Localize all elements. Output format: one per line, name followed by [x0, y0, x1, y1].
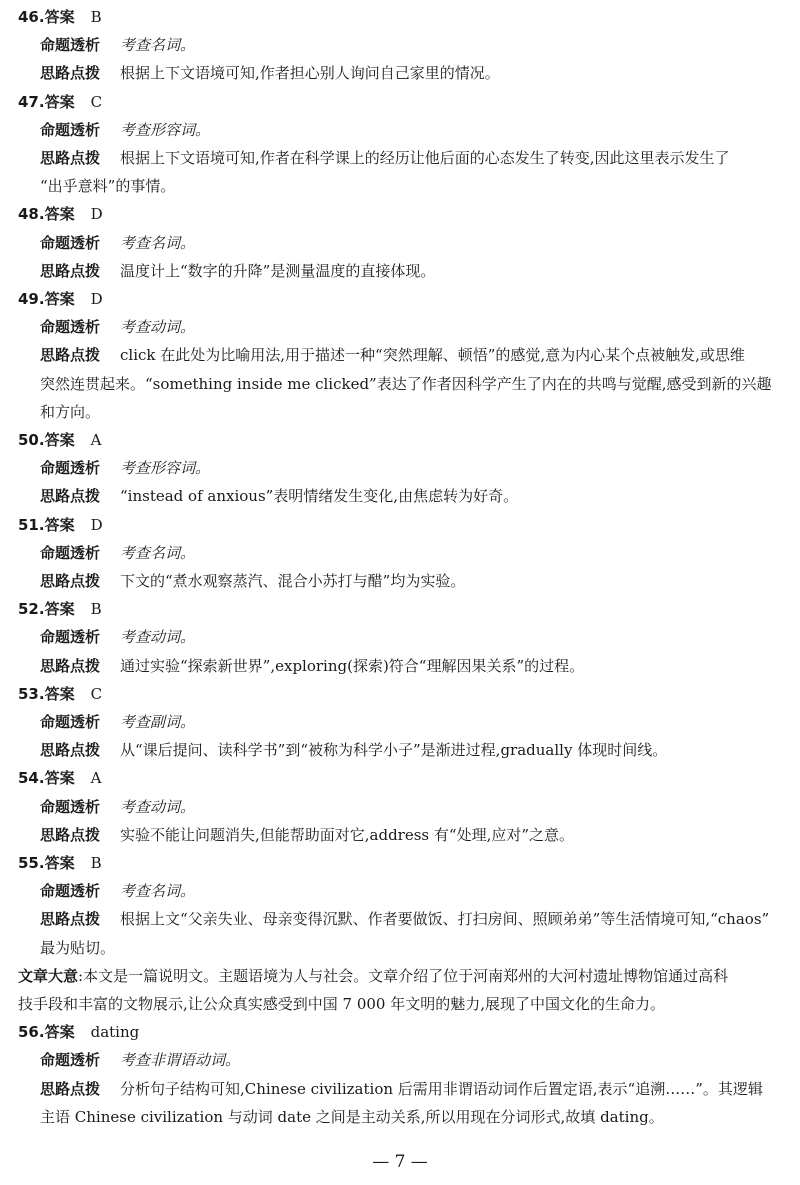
question-header	[18, 91, 102, 113]
answer-label: 答案	[44, 854, 75, 872]
question-number: 51.	[18, 515, 45, 534]
hint-line	[40, 344, 782, 366]
hint-line	[40, 824, 782, 846]
question-header	[18, 767, 101, 789]
analysis-text: 考查动词。	[120, 628, 196, 647]
hint-continuation: 主语 Chinese civilization 与动词 date 之间是主动关系,所以用现在分词形式,故填 dating。	[40, 1107, 664, 1126]
analysis-line	[40, 119, 782, 141]
answer-value: C	[90, 684, 103, 703]
analysis-label: 命题透析	[40, 120, 101, 139]
hint-label: 思路点拨	[40, 910, 101, 929]
answer-value: D	[90, 515, 103, 534]
hint-text: 实验不能让问题消失,但能帮助面对它,address 有“处理,应对”之意。	[120, 825, 575, 844]
hint-line	[40, 260, 782, 282]
hint-text: 下文的“煮水观察蒸汽、混合小苏打与醋”均为实验。	[120, 572, 466, 590]
page-number: — 7 —	[372, 1152, 428, 1172]
question-number: 50.	[18, 431, 45, 449]
analysis-label: 命题透析	[40, 36, 101, 55]
answer-label: 答案	[44, 431, 75, 449]
hint-text: 根据上文“父亲失业、母亲变得沉默、作者要做饭、打扫房间、照顾弟弟”等生活情境可知,“chaos”	[120, 910, 770, 929]
hint-line	[40, 655, 782, 677]
analysis-text: 考查名词。	[120, 543, 196, 562]
hint-label: 思路点拨	[40, 149, 101, 167]
analysis-text: 考查动词。	[120, 797, 196, 816]
analysis-label: 命题透析	[40, 318, 101, 337]
question-header	[18, 6, 102, 28]
answer-value: D	[90, 290, 103, 308]
hint-line	[40, 908, 782, 930]
answer-value: B	[90, 600, 102, 619]
analysis-label: 命题透析	[40, 1051, 101, 1070]
answer-value: D	[90, 205, 103, 224]
answer-value: B	[90, 854, 102, 872]
hint-text: “instead of anxious”表明情绪发生变化,由焦虑转为好奇。	[120, 487, 519, 506]
summary-text: 技手段和丰富的文物展示,让公众真实感受到中国 7 000 年文明的魅力,展现了中国文化的生命力。	[18, 995, 666, 1013]
hint-label: 思路点拨	[40, 1079, 101, 1098]
summary-text: :本文是一篇说明文。主题语境为人与社会。文章介绍了位于河南郑州的大河村遗址博物馆通过高科	[78, 966, 729, 985]
question-header	[18, 1021, 139, 1043]
question-header	[18, 429, 101, 451]
analysis-line	[40, 711, 782, 733]
hint-text: 分析句子结构可知,Chinese civilization 后需用非谓语动词作后置定语,表示“追溯……”。其逻辑	[120, 1079, 763, 1098]
question-header	[18, 203, 103, 225]
answer-value: C	[90, 92, 103, 111]
analysis-text: 考查名词。	[120, 882, 196, 901]
analysis-label: 命题透析	[40, 882, 101, 901]
question-number: 52.	[18, 600, 45, 619]
analysis-line	[40, 1049, 782, 1071]
analysis-text: 考查名词。	[120, 36, 196, 55]
hint-continuation: 和方向。	[40, 402, 101, 421]
question-number: 46.	[18, 8, 45, 26]
question-number: 56.	[18, 1023, 45, 1042]
question-header	[18, 288, 103, 310]
hint-label: 思路点拨	[40, 346, 101, 365]
hint-text: 从“课后提问、读科学书”到“被称为科学小子”是渐进过程,gradually 体现时间线。	[120, 741, 668, 760]
analysis-label: 命题透析	[40, 797, 101, 816]
question-number: 48.	[18, 205, 45, 224]
hint-label: 思路点拨	[40, 572, 101, 590]
analysis-line	[40, 457, 782, 479]
analysis-text: 考查副词。	[120, 713, 196, 731]
analysis-label: 命题透析	[40, 713, 101, 731]
question-header	[18, 514, 103, 536]
answer-label: 答案	[44, 8, 75, 26]
analysis-label: 命题透析	[40, 459, 101, 478]
analysis-line	[40, 796, 782, 818]
analysis-line	[40, 626, 782, 648]
hint-text: 根据上下文语境可知,作者担心别人询问自己家里的情况。	[120, 64, 500, 83]
answer-value: A	[90, 769, 102, 788]
analysis-line	[40, 880, 782, 902]
hint-label: 思路点拨	[40, 741, 101, 760]
hint-label: 思路点拨	[40, 825, 101, 844]
hint-line	[40, 570, 782, 592]
question-number: 55.	[18, 854, 45, 872]
hint-continuation: “出乎意料”的事情。	[40, 177, 176, 196]
hint-label: 思路点拨	[40, 261, 101, 280]
answer-value: B	[90, 8, 102, 26]
answer-label: 答案	[44, 769, 75, 788]
analysis-text: 考查形容词。	[120, 459, 211, 478]
hint-line	[40, 485, 782, 507]
analysis-label: 命题透析	[40, 543, 101, 562]
analysis-label: 命题透析	[40, 628, 101, 647]
hint-label: 思路点拨	[40, 656, 101, 675]
analysis-text: 考查名词。	[120, 233, 196, 252]
question-header	[18, 683, 102, 705]
hint-label: 思路点拨	[40, 487, 101, 506]
summary-line	[18, 993, 782, 1015]
hint-continuation: 最为贴切。	[40, 938, 116, 957]
question-number: 53.	[18, 684, 45, 703]
question-number: 54.	[18, 769, 45, 788]
question-number: 49.	[18, 290, 45, 308]
answer-label: 答案	[44, 684, 75, 703]
analysis-line	[40, 232, 782, 254]
answer-label: 答案	[44, 600, 75, 619]
hint-line	[40, 147, 782, 169]
answer-value: A	[90, 431, 102, 449]
hint-label: 思路点拨	[40, 64, 101, 83]
hint-line	[40, 1078, 782, 1100]
analysis-line	[40, 316, 782, 338]
hint-text: 根据上下文语境可知,作者在科学课上的经历让他后面的心态发生了转变,因此这里表示发生了	[120, 149, 730, 167]
answer-label: 答案	[44, 1023, 75, 1042]
hint-continuation: 突然连贯起来。“something inside me clicked”表达了作者因科学产生了内在的共鸣与觉醒,感受到新的兴趣	[40, 374, 772, 393]
question-header	[18, 598, 102, 620]
analysis-label: 命题透析	[40, 233, 101, 252]
hint-text: 通过实验“探索新世界”,exploring(探索)符合“理解因果关系”的过程。	[120, 656, 585, 675]
question-header	[18, 852, 102, 874]
summary-label: 文章大意	[18, 966, 79, 985]
hint-line	[40, 62, 782, 84]
hint-text: 温度计上“数字的升降”是测量温度的直接体现。	[120, 261, 436, 280]
answer-value: dating	[90, 1023, 140, 1042]
analysis-text: 考查非谓语动词。	[120, 1051, 241, 1070]
analysis-text: 考查动词。	[120, 318, 196, 337]
analysis-text: 考查形容词。	[120, 120, 211, 139]
answer-label: 答案	[44, 290, 75, 308]
answer-label: 答案	[44, 92, 75, 111]
answer-label: 答案	[44, 205, 75, 224]
hint-text: click 在此处为比喻用法,用于描述一种“突然理解、顿悟”的感觉,意为内心某个点被触发,或思维	[120, 346, 745, 365]
answer-label: 答案	[44, 515, 75, 534]
hint-line	[40, 739, 782, 761]
analysis-line	[40, 542, 782, 564]
analysis-line	[40, 34, 782, 56]
summary-line	[18, 965, 782, 987]
question-number: 47.	[18, 92, 45, 111]
